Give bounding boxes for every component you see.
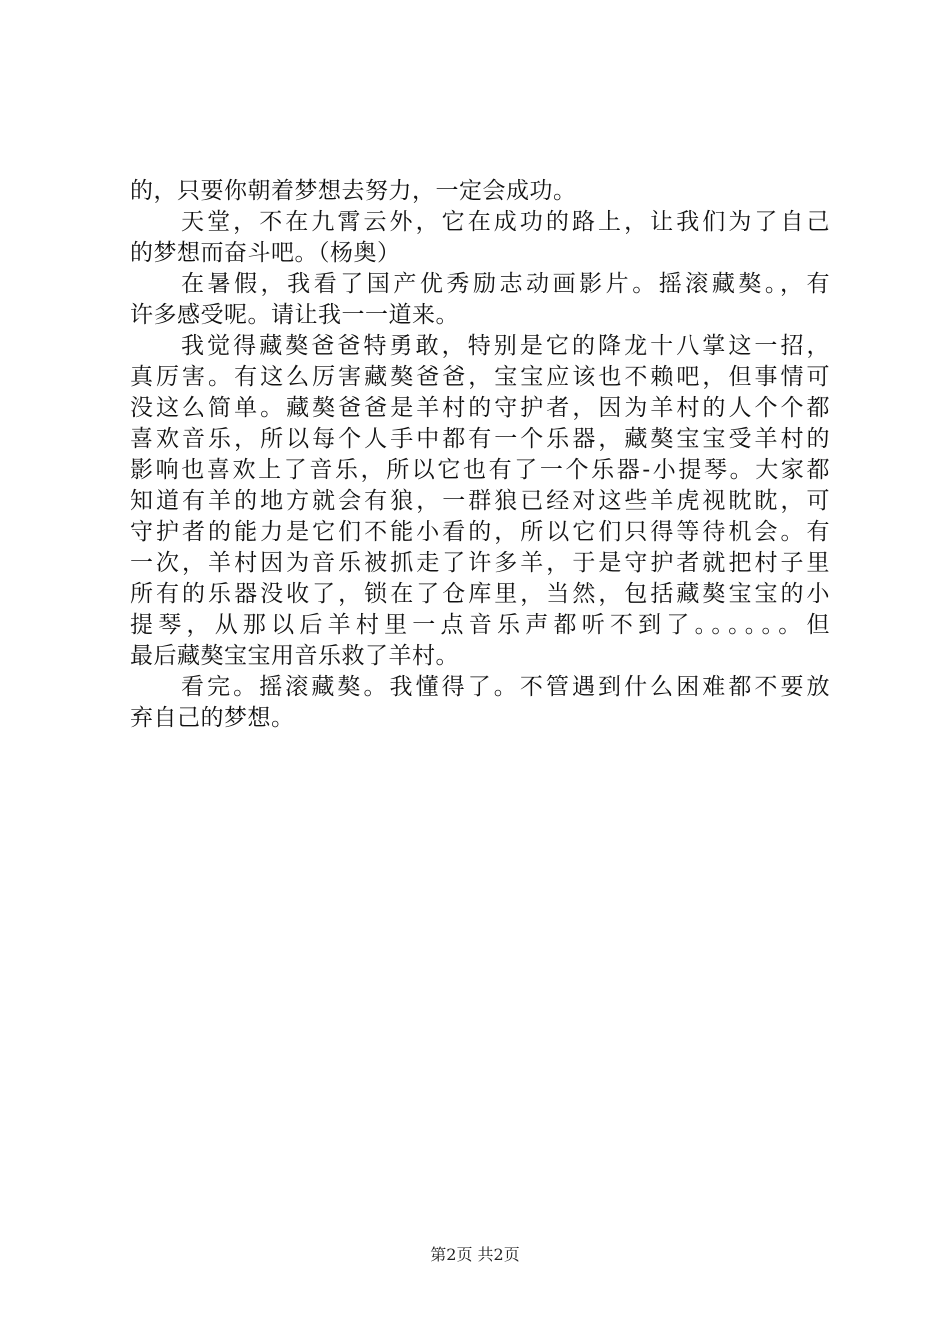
text-line: 一次，羊村因为音乐被抓走了许多羊，于是守护者就把村子里 [130,550,830,576]
page-number: 第2页 共2页 [430,1245,520,1264]
document-body [130,176,830,734]
text-line: 喜欢音乐，所以每个人手中都有一个乐器，藏獒宝宝受羊村的 [130,426,830,452]
text-line: 许多感受呢。请让我一一道来。 [130,302,459,328]
page-footer [0,1245,950,1265]
text-line: 所有的乐器没收了，锁在了仓库里，当然，包括藏獒宝宝的小 [130,581,830,607]
text-line: 的梦想而奋斗吧。（杨奥） [130,240,401,266]
text-line: 真厉害。有这么厉害藏獒爸爸，宝宝应该也不赖吧，但事情可 [130,364,830,390]
text-line: 在暑假，我看了国产优秀励志动画影片。摇滚藏獒。，有 [181,271,830,297]
text-line: 的，只要你朝着梦想去努力，一定会成功。 [130,178,577,204]
text-line: 提琴，从那以后羊村里一点音乐声都听不到了。。。。。。但 [130,612,830,638]
text-line: 知道有羊的地方就会有狼，一群狼已经对这些羊虎视眈眈，可 [130,488,830,514]
text-line: 守护者的能力是它们不能小看的，所以它们只得等待机会。有 [130,519,830,545]
text-line: 天堂，不在九霄云外，它在成功的路上，让我们为了自己 [181,209,830,235]
text-line: 我觉得藏獒爸爸特勇敢，特别是它的降龙十八掌这一招， [181,333,830,359]
text-line: 影响也喜欢上了音乐，所以它也有了一个乐器-小提琴。大家都 [130,457,830,483]
text-line: 弃自己的梦想。 [130,705,295,731]
text-line: 看完。摇滚藏獒。我懂得了。不管遇到什么困难都不要放 [181,674,830,700]
text-line: 最后藏獒宝宝用音乐救了羊村。 [130,643,459,669]
text-line: 没这么简单。藏獒爸爸是羊村的守护者，因为羊村的人个个都 [130,395,830,421]
